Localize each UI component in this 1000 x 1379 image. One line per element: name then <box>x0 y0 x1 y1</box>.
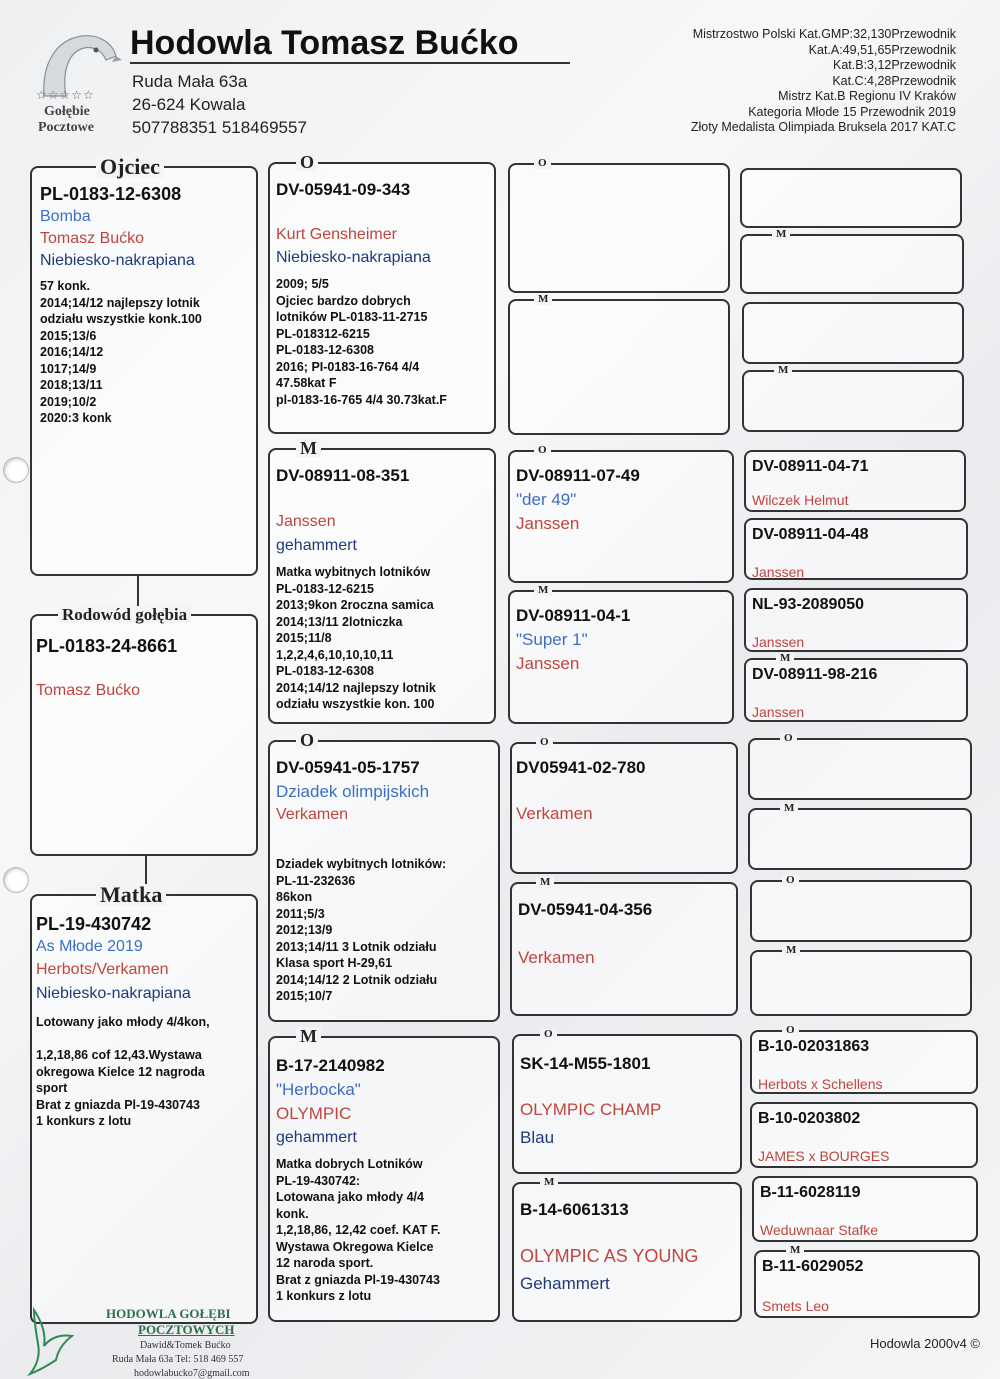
achievements-list <box>691 27 956 136</box>
achievement-line: Mistrz Kat.B Regionu IV Kraków <box>778 89 956 103</box>
granddam-maternal-card <box>268 1026 500 1322</box>
mother-notes: Lotowany jako młody 4/4kon, 1,2,18,86 cof 12,43.Wystawa okregowa Kielce 12 nagroda sport Brat z gniazda Pl-19-430743 1 konkurs z lotu <box>36 1015 210 1128</box>
gen3-ring: DV05941-02-780 <box>516 758 646 777</box>
granddam-maternal-notes: Matka dobrych Lotników PL-19-430742: Lotowana jako młody 4/4 konk. 1,2,18,86, 12,42 coef. KAT F. Wystawa Okregowa Kielce 12 naroda sport. Brat z gniazda Pl-19-430743 1 konkurs z lotu <box>276 1157 441 1303</box>
gen3-name: OLYMPIC CHAMP <box>520 1100 662 1119</box>
gen4-breeder: Janssen <box>752 634 805 650</box>
gen4-breeder: Janssen <box>752 564 805 580</box>
mother-ring: PL-19-430742 <box>36 914 152 934</box>
gen3-card <box>508 444 734 583</box>
father-card <box>30 154 258 576</box>
gen4-breeder: Herbots x Schellens <box>758 1076 883 1092</box>
gen4-card <box>750 944 972 1016</box>
achievement-line: Kat.B:3,12Przewodnik <box>833 58 956 72</box>
gen4-card <box>742 302 964 364</box>
gen3-ring: SK-14-M55-1801 <box>520 1054 651 1073</box>
logo-text-2: Pocztowe <box>38 120 94 135</box>
achievement-line: Złoty Medalista Olimpiada Bruksela 2017 KAT.C <box>690 120 956 134</box>
mother-card <box>30 882 258 1324</box>
gen4-tag: M <box>774 365 792 376</box>
gen4-breeder: Janssen <box>752 704 805 720</box>
gen4-ring: DV-08911-04-48 <box>752 526 869 543</box>
gen4-breeder: Weduwnaar Stafke <box>760 1222 879 1238</box>
footer-logo <box>26 1304 276 1378</box>
grandsire-maternal-notes: Dziadek wybitnych lotników: PL-11-232636 86kon 2011;5/3 2012;13/9 2013;14/11 3 Lotnik odziału Klasa sport H-29,61 2014;14/12 2 Lotnik odziału 2015;10/7 <box>276 857 447 1003</box>
granddam-maternal-name: "Herbocka" <box>276 1080 361 1099</box>
grandsire-maternal-card <box>268 730 500 1022</box>
loft-city: 26-624 Kowala <box>132 95 246 114</box>
father-name: Bomba <box>40 208 91 225</box>
subject-card <box>30 605 258 856</box>
gen3-card <box>512 1028 742 1174</box>
footer-logo-line2: POCZTOWYCH <box>138 1322 235 1337</box>
gen4-ring: NL-93-2089050 <box>752 596 865 613</box>
gen3-tag: M <box>534 585 552 596</box>
gen4-card <box>750 1102 978 1168</box>
grandsire-maternal-breeder: Verkamen <box>276 806 349 823</box>
gen4-card <box>750 1024 978 1094</box>
gen4-card <box>752 1176 978 1242</box>
gen4-tag: O <box>780 733 797 744</box>
subject-breeder: Tomasz Bućko <box>36 682 141 699</box>
logo-text-1: Gołębie <box>44 104 90 119</box>
father-breeder: Tomasz Bućko <box>40 230 145 247</box>
gen3-ring: DV-08911-04-1 <box>516 606 631 625</box>
grandsire-paternal-card <box>268 152 496 434</box>
achievement-line: Kat.A:49,51,65Przewodnik <box>808 42 956 57</box>
granddam-maternal-ring: B-17-2140982 <box>276 1056 385 1075</box>
gen4-tag: M <box>786 1245 804 1256</box>
software-credit: Hodowla 2000v4 © <box>869 1336 980 1351</box>
footer-logo-line5: hodowlabucko7@gmail.com <box>134 1368 250 1379</box>
gen3-card <box>508 157 730 293</box>
grandsire-paternal-ring: DV-05941-09-343 <box>276 180 411 199</box>
gen4-ring: B-10-0203802 <box>758 1110 861 1127</box>
grandsire-paternal-tag: O <box>296 153 318 171</box>
grandsire-maternal-name: Dziadek olimpijskich <box>276 782 430 801</box>
father-tag: Ojciec <box>96 156 164 178</box>
gen4-tag: O <box>782 1025 799 1036</box>
gen3-ring: DV-08911-07-49 <box>516 466 640 485</box>
gen4-card <box>740 168 962 228</box>
granddam-paternal-notes: Matka wybitnych lotników PL-0183-12-6215 2013;9kon 2roczna samica 2014;13/11 2lotniczka 2015;11/8 1,2,2,4,6,10,10,10,11 PL-0183-12-6308 2014;14/12 najlepszy lotnik odziału wszystkie kon. 100 <box>276 565 436 711</box>
footer-logo-line4: Ruda Mała 63a Tel: 518 469 557 <box>112 1354 244 1365</box>
gen4-tag: M <box>782 945 800 956</box>
gen3-breeder: Gehammert <box>520 1274 610 1293</box>
gen3-breeder: Blau <box>520 1128 555 1147</box>
gen3-card <box>512 1176 742 1322</box>
gen3-tag: M <box>534 294 552 305</box>
gen4-tag: O <box>782 875 799 886</box>
granddam-paternal-color: gehammert <box>276 537 357 554</box>
gen3-breeder: Verkamen <box>516 804 593 823</box>
gen3-tag: O <box>536 737 553 748</box>
granddam-maternal-color: gehammert <box>276 1129 357 1146</box>
dove-icon <box>26 1304 82 1376</box>
gen4-breeder: Smets Leo <box>762 1298 829 1314</box>
granddam-maternal-breeder: OLYMPIC <box>276 1104 352 1123</box>
mother-breeder: Herbots/Verkamen <box>36 961 169 978</box>
gen4-ring: B-10-02031863 <box>758 1038 870 1055</box>
gen3-breeder: Verkamen <box>518 948 595 967</box>
gen3-name: OLYMPIC AS YOUNG <box>520 1246 699 1266</box>
connector-father <box>137 576 139 606</box>
gen4-ring: DV-08911-98-216 <box>752 666 878 683</box>
achievement-line: Kat.C:4,28Przewodnik <box>832 73 956 88</box>
gen4-card <box>750 874 972 942</box>
mother-color: Niebiesko-nakrapiana <box>36 985 191 1002</box>
grandsire-maternal-ring: DV-05941-05-1757 <box>276 758 420 777</box>
gen3-breeder: Janssen <box>516 514 580 533</box>
gen4-card <box>748 802 972 870</box>
loft-phones: 507788351 518469557 <box>132 118 307 137</box>
grandsire-paternal-color: Niebiesko-nakrapiana <box>276 249 431 266</box>
gen4-card <box>740 228 964 294</box>
subject-tag: Rodowód gołębia <box>58 606 191 623</box>
gen3-ring: DV-05941-04-356 <box>518 900 653 919</box>
gen4-breeder: Wilczek Helmut <box>752 492 849 508</box>
mother-tag: Matka <box>96 884 166 906</box>
gen3-tag: O <box>540 1029 557 1040</box>
gen4-ring: B-11-6028119 <box>760 1184 861 1201</box>
father-notes: 57 konk. 2014;14/12 najlepszy lotnik odziału wszystkie konk.100 2015;13/6 2016;14/12 1017;14/9 2018;13/11 2019;10/2 2020:3 konk <box>40 279 202 425</box>
gen3-tag: O <box>534 158 551 169</box>
gen3-name: "Super 1" <box>516 630 588 649</box>
gen4-tag: M <box>780 803 798 814</box>
loft-address: Ruda Mała 63a <box>132 72 248 91</box>
gen3-tag: M <box>540 1177 558 1188</box>
gen4-tag: M <box>776 653 794 664</box>
gen4-card <box>748 732 972 800</box>
pigeon-logo <box>32 26 122 138</box>
gen4-ring: B-11-6029052 <box>762 1258 864 1275</box>
gen3-tag: M <box>536 877 554 888</box>
mother-name: As Młode 2019 <box>36 938 143 955</box>
achievement-line: Kategoria Młode 15 Przewodnik 2019 <box>748 104 956 119</box>
gen4-ring: DV-08911-04-71 <box>752 458 869 475</box>
gen4-card <box>744 518 968 580</box>
gen4-card <box>744 588 968 652</box>
title-underline <box>130 62 570 64</box>
granddam-paternal-breeder: Janssen <box>276 513 336 530</box>
gen4-card <box>744 652 968 722</box>
grandsire-maternal-tag: O <box>296 731 318 749</box>
granddam-paternal-card <box>268 438 496 724</box>
gen3-card <box>510 876 738 1016</box>
logo-stars: ☆☆☆☆☆ <box>36 88 95 102</box>
gen3-card <box>508 293 730 435</box>
granddam-paternal-tag: M <box>296 439 321 457</box>
gen4-card <box>744 450 966 512</box>
gen3-name: "der 49" <box>516 490 577 509</box>
binder-hole-top <box>3 457 29 483</box>
father-ring: PL-0183-12-6308 <box>40 184 182 204</box>
grandsire-paternal-notes: 2009; 5/5 Ojciec bardzo dobrych lotników PL-0183-11-2715 PL-018312-6215 PL-0183-12-6308 2016; PI-0183-16-764 4/4 47.58kat F pl-0183-16-765 4/4 30.73kat.F <box>276 277 447 407</box>
father-color: Niebiesko-nakrapiana <box>40 252 195 269</box>
gen4-card <box>742 364 964 432</box>
footer-logo-line3: Dawid&Tomek Bućko <box>140 1340 231 1351</box>
gen3-tag: O <box>534 445 551 456</box>
footer-logo-line1: HODOWLA GOŁĘBI <box>106 1306 231 1321</box>
gen3-card <box>508 584 734 724</box>
gen4-card <box>754 1244 980 1318</box>
loft-title: Hodowla Tomasz Bućko <box>130 24 519 62</box>
granddam-paternal-ring: DV-08911-08-351 <box>276 466 410 485</box>
gen3-breeder: Janssen <box>516 654 580 673</box>
granddam-maternal-tag: M <box>296 1027 321 1045</box>
gen3-card <box>510 736 738 874</box>
grandsire-paternal-breeder: Kurt Gensheimer <box>276 226 397 243</box>
subject-ring: PL-0183-24-8661 <box>36 636 178 656</box>
binder-hole-bottom <box>3 867 29 893</box>
gen4-tag: M <box>772 229 790 240</box>
achievement-line: Mistrzostwo Polski Kat.GMP:32,130Przewodnik <box>692 27 956 41</box>
gen3-ring: B-14-6061313 <box>520 1200 629 1219</box>
gen4-breeder: JAMES x BOURGES <box>758 1148 890 1164</box>
